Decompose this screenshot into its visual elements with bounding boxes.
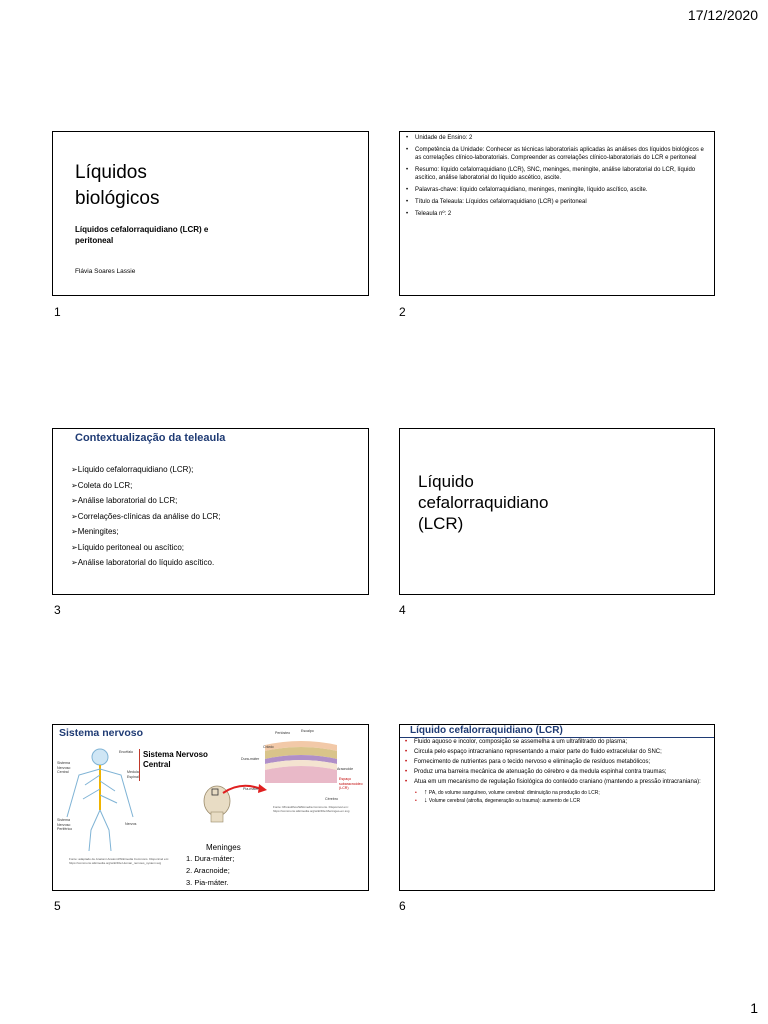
list-item: ➢ Líquido peritoneal ou ascítico; <box>71 540 220 556</box>
slide-6 <box>399 724 715 891</box>
label-pia: Pia-máter <box>243 787 259 791</box>
slide-2 <box>399 131 715 296</box>
list-item: ➢ Correlações-clínicas da análise do LCR; <box>71 509 220 525</box>
label-periosteo: Periósteo <box>275 731 291 735</box>
header-date: 17/12/2020 <box>687 7 758 23</box>
sub-list-item-text: PA, do volume sanguíneo, volume cerebral: diminuição na produção do LCR; <box>428 789 600 796</box>
list-item-text: Atua em um mecanismo de regulação fisiológica do conteúdo craniano (mantendo a pressão intracraniana): <box>414 779 701 785</box>
list-item: ➢ Análise laboratorial do LCR; <box>71 493 220 509</box>
slide-1-title: Líquidos biológicos <box>75 162 160 209</box>
list-item: • Teleaula nº: 2 <box>406 210 708 218</box>
list-item: • Competência da Unidade: Conhecer as técnicas laboratoriais aplicadas às análises dos líquidos biológicos e as correlações clínico-laboratoriais. Compreender as correlações clínico-laboratoriais do LCR e peritoneal <box>406 146 708 162</box>
slide-3-list <box>71 462 220 571</box>
label-snp-small: Sistema Nervoso Periférico <box>57 818 73 831</box>
list-item: • Fornecimento de nutrientes para o tecido nervoso e eliminação de resíduos metabólicos; <box>403 758 708 767</box>
slide-5-title: Sistema nervoso <box>59 727 144 739</box>
slide-3 <box>52 428 369 595</box>
slide-1-author: Flávia Soares Lassie <box>75 268 136 275</box>
meninges-list <box>186 853 234 889</box>
label-nervos: Nervos <box>125 822 137 826</box>
list-item: • Palavras-chave: líquido cefalorraquidiano, meninges, meningite, líquido ascítico, ascite. <box>406 186 708 194</box>
source-left: Fonte: adaptado de Anatomi Anatomi/Wikimedia Commons. Disponível em: https://commons.wikimedia.org/wiki/File:Human_nervous_system.svg <box>69 857 170 865</box>
slide-3-title: Contextualização da teleaula <box>75 432 226 444</box>
skull-figure <box>201 783 281 839</box>
slide-1-number: 1 <box>54 305 61 319</box>
sub-list-item <box>414 797 708 806</box>
list-item: • Unidade de Ensino: 2 <box>406 134 708 142</box>
label-snc-small: Sistema Nervoso Central <box>57 761 71 774</box>
list-item <box>403 778 708 806</box>
slide-4-title: Líquido cefalorraquidiano (LCR) <box>418 472 549 533</box>
list-item: ➢ Coleta do LCR; <box>71 478 220 494</box>
slide-5-number: 5 <box>54 899 61 913</box>
slide-4-number: 4 <box>399 603 406 617</box>
list-item: • Produz uma barreira mecânica de atenuação do cérebro e da medula espinhal contra traumas; <box>403 768 708 777</box>
meninges-title: Meninges <box>206 843 241 852</box>
list-item: • Circula pelo espaço intracraniano representando a maior parte do fluido extracelular do SNC; <box>403 748 708 757</box>
sub-list <box>414 789 708 806</box>
list-item: • Resumo: líquido cefalorraquidiano (LCR), SNC, meninges, meningite, análise laboratorial do LCR, líquido ascítico, análise laboratorial do líquido ascético, ascite. <box>406 166 708 182</box>
label-encefalo: Encéfalo <box>119 750 133 754</box>
snc-label: Sistema Nervoso Central <box>143 750 208 769</box>
slide-6-number: 6 <box>399 899 406 913</box>
slide-5 <box>52 724 369 891</box>
slide-1 <box>52 131 369 296</box>
source-right: Fonte: Rhcastilhos/Wikimedia Commons. Disponível em: https://commons.wikimedia.org/wiki/File:Meninges-en.svg <box>273 805 350 813</box>
arrow-down-icon: ↓ <box>424 797 428 804</box>
list-item: • Título da Teleaula: Líquidos cefalorraquidiano (LCR) e peritoneal <box>406 198 708 206</box>
slide-2-list <box>406 134 708 222</box>
list-item: 3. Pia-máter. <box>186 878 229 887</box>
slide-3-number: 3 <box>54 603 61 617</box>
label-dura: Dura-máter <box>241 757 260 761</box>
slide-4 <box>399 428 715 595</box>
list-item: 2. Aracnoide; <box>186 866 230 875</box>
list-item: ➢ Análise laboratorial do líquido ascítico. <box>71 555 220 571</box>
label-medula: Medula Espinal <box>127 770 139 779</box>
slide-2-number: 2 <box>399 305 406 319</box>
label-espaco: Espaço subaracnoideo (LCR) <box>339 777 363 790</box>
list-item: ➢ Meningites; <box>71 524 220 540</box>
slide-1-subtitle: Líquidos cefalorraquidiano (LCR) e peritoneal <box>75 225 209 245</box>
list-item: ➢ Líquido cefalorraquidiano (LCR); <box>71 462 220 478</box>
page-number: 1 <box>750 1000 758 1016</box>
slide-6-list <box>403 738 708 807</box>
label-cranio: Crânio <box>263 745 274 749</box>
sub-list-item-text: Volume cerebral (atrofia, degeneração ou trauma): aumento de LCR <box>428 798 581 804</box>
meninges-cross-section <box>265 735 337 785</box>
sub-list-item <box>414 789 708 798</box>
label-escalpo: Escalpo <box>301 729 314 733</box>
arrow-up-icon: ↑ <box>424 788 428 796</box>
label-cerebro: Cérebro <box>325 797 338 801</box>
label-aracnoide: Aracnoide <box>337 767 354 771</box>
slide-6-title: Líquido cefalorraquidiano (LCR) <box>410 725 563 736</box>
list-item: 1. Dura-máter; <box>186 854 235 863</box>
list-item: • Fluido aquoso e incolor, composição se assemelha a um ultrafiltrado do plasma; <box>403 738 708 747</box>
